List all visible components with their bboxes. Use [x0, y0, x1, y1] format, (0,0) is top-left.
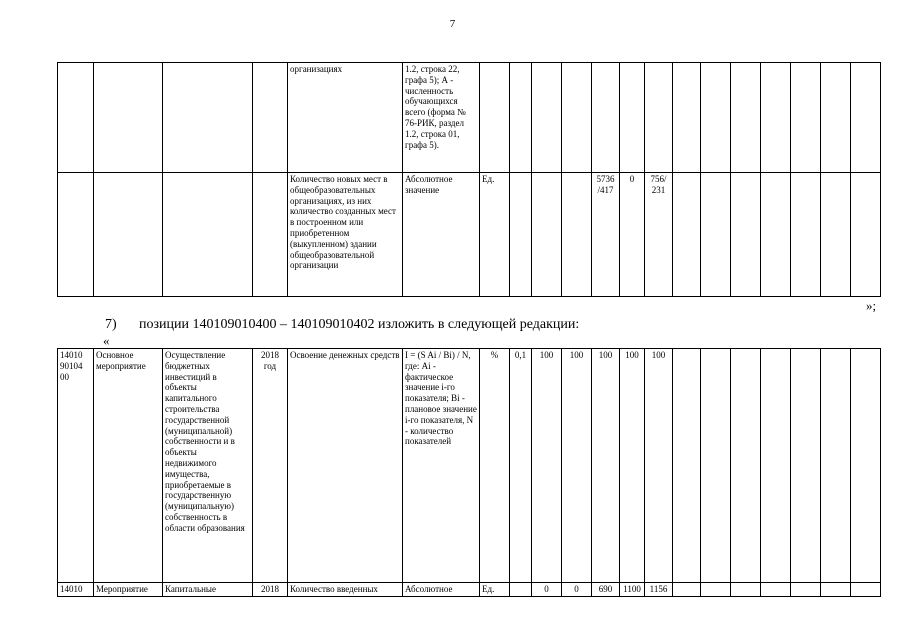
indicator-cell: Количество введенных: [288, 583, 403, 597]
table-row: [58, 173, 881, 297]
value-cell: 100: [562, 349, 592, 583]
year-cell: 2018 год: [253, 349, 288, 583]
value-cell: 1100: [620, 583, 645, 597]
value-cell: 100: [592, 349, 620, 583]
unit-cell: %: [480, 349, 510, 583]
table-row: [58, 583, 881, 597]
value-cell: 100: [620, 349, 645, 583]
page-number: 7: [449, 18, 456, 30]
value-cell: 1156: [645, 583, 673, 597]
item-number: 7): [105, 317, 117, 332]
code-cell: 14010 90104 00: [58, 349, 94, 583]
method-cell: Абсолютное: [403, 583, 480, 597]
value-cell: 0: [532, 583, 562, 597]
method-cell: 1.2, строка 22, графа 5); А - численность обучающихся всего (форма № 76-РИК, раздел 1.2, строка 01, графа 5).: [403, 63, 480, 173]
type-cell: Мероприятие: [94, 583, 163, 597]
method-cell: I = (S Ai / Bi) / N, где: Ai - фактическое значение i-го показателя; Bi - плановое значение i-го показателя, N - количество показателей: [403, 349, 480, 583]
value-cell: 100: [532, 349, 562, 583]
value-cell: 690: [592, 583, 620, 597]
name-cell: Осуществление бюджетных инвестиций в объекты капитального строительства государственной (муниципальной) собственности и в объекты недвижимого имущества, приобретаемые в государственную (муниципальную) собственность в области образования: [163, 349, 253, 583]
method-cell: Абсолютное значение: [403, 173, 480, 297]
value-cell: 0: [620, 173, 645, 297]
unit-cell: Ед.: [480, 173, 510, 297]
closing-quote: »;: [866, 298, 877, 313]
year-cell: 2018: [253, 583, 288, 597]
code-cell: 14010: [58, 583, 94, 597]
bottom-table: [57, 348, 881, 597]
opening-quote: «: [103, 333, 110, 348]
type-cell: Основное мероприятие: [94, 349, 163, 583]
top-table: [57, 62, 881, 297]
indicator-cell: Освоение денежных средств: [288, 349, 403, 583]
weight-cell: 0,1: [510, 349, 532, 583]
value-cell: 5736 /417: [592, 173, 620, 297]
unit-cell: Ед.: [480, 583, 510, 597]
value-cell: 100: [645, 349, 673, 583]
name-cell: Капитальные: [163, 583, 253, 597]
item-heading: [105, 317, 579, 333]
value-cell: 0: [562, 583, 592, 597]
indicator-cell: организациях: [288, 63, 403, 173]
value-cell: 756/ 231: [645, 173, 673, 297]
item-text: позиции 140109010400 – 140109010402 изложить в следующей редакции:: [139, 317, 580, 332]
indicator-cell: Количество новых мест в общеобразовательных организациях, из них количество созданных мест в построенном или приобретенном (выкупленном) здании общеобразовательной организации: [288, 173, 403, 297]
table-row: [58, 349, 881, 583]
table-row: [58, 63, 881, 173]
